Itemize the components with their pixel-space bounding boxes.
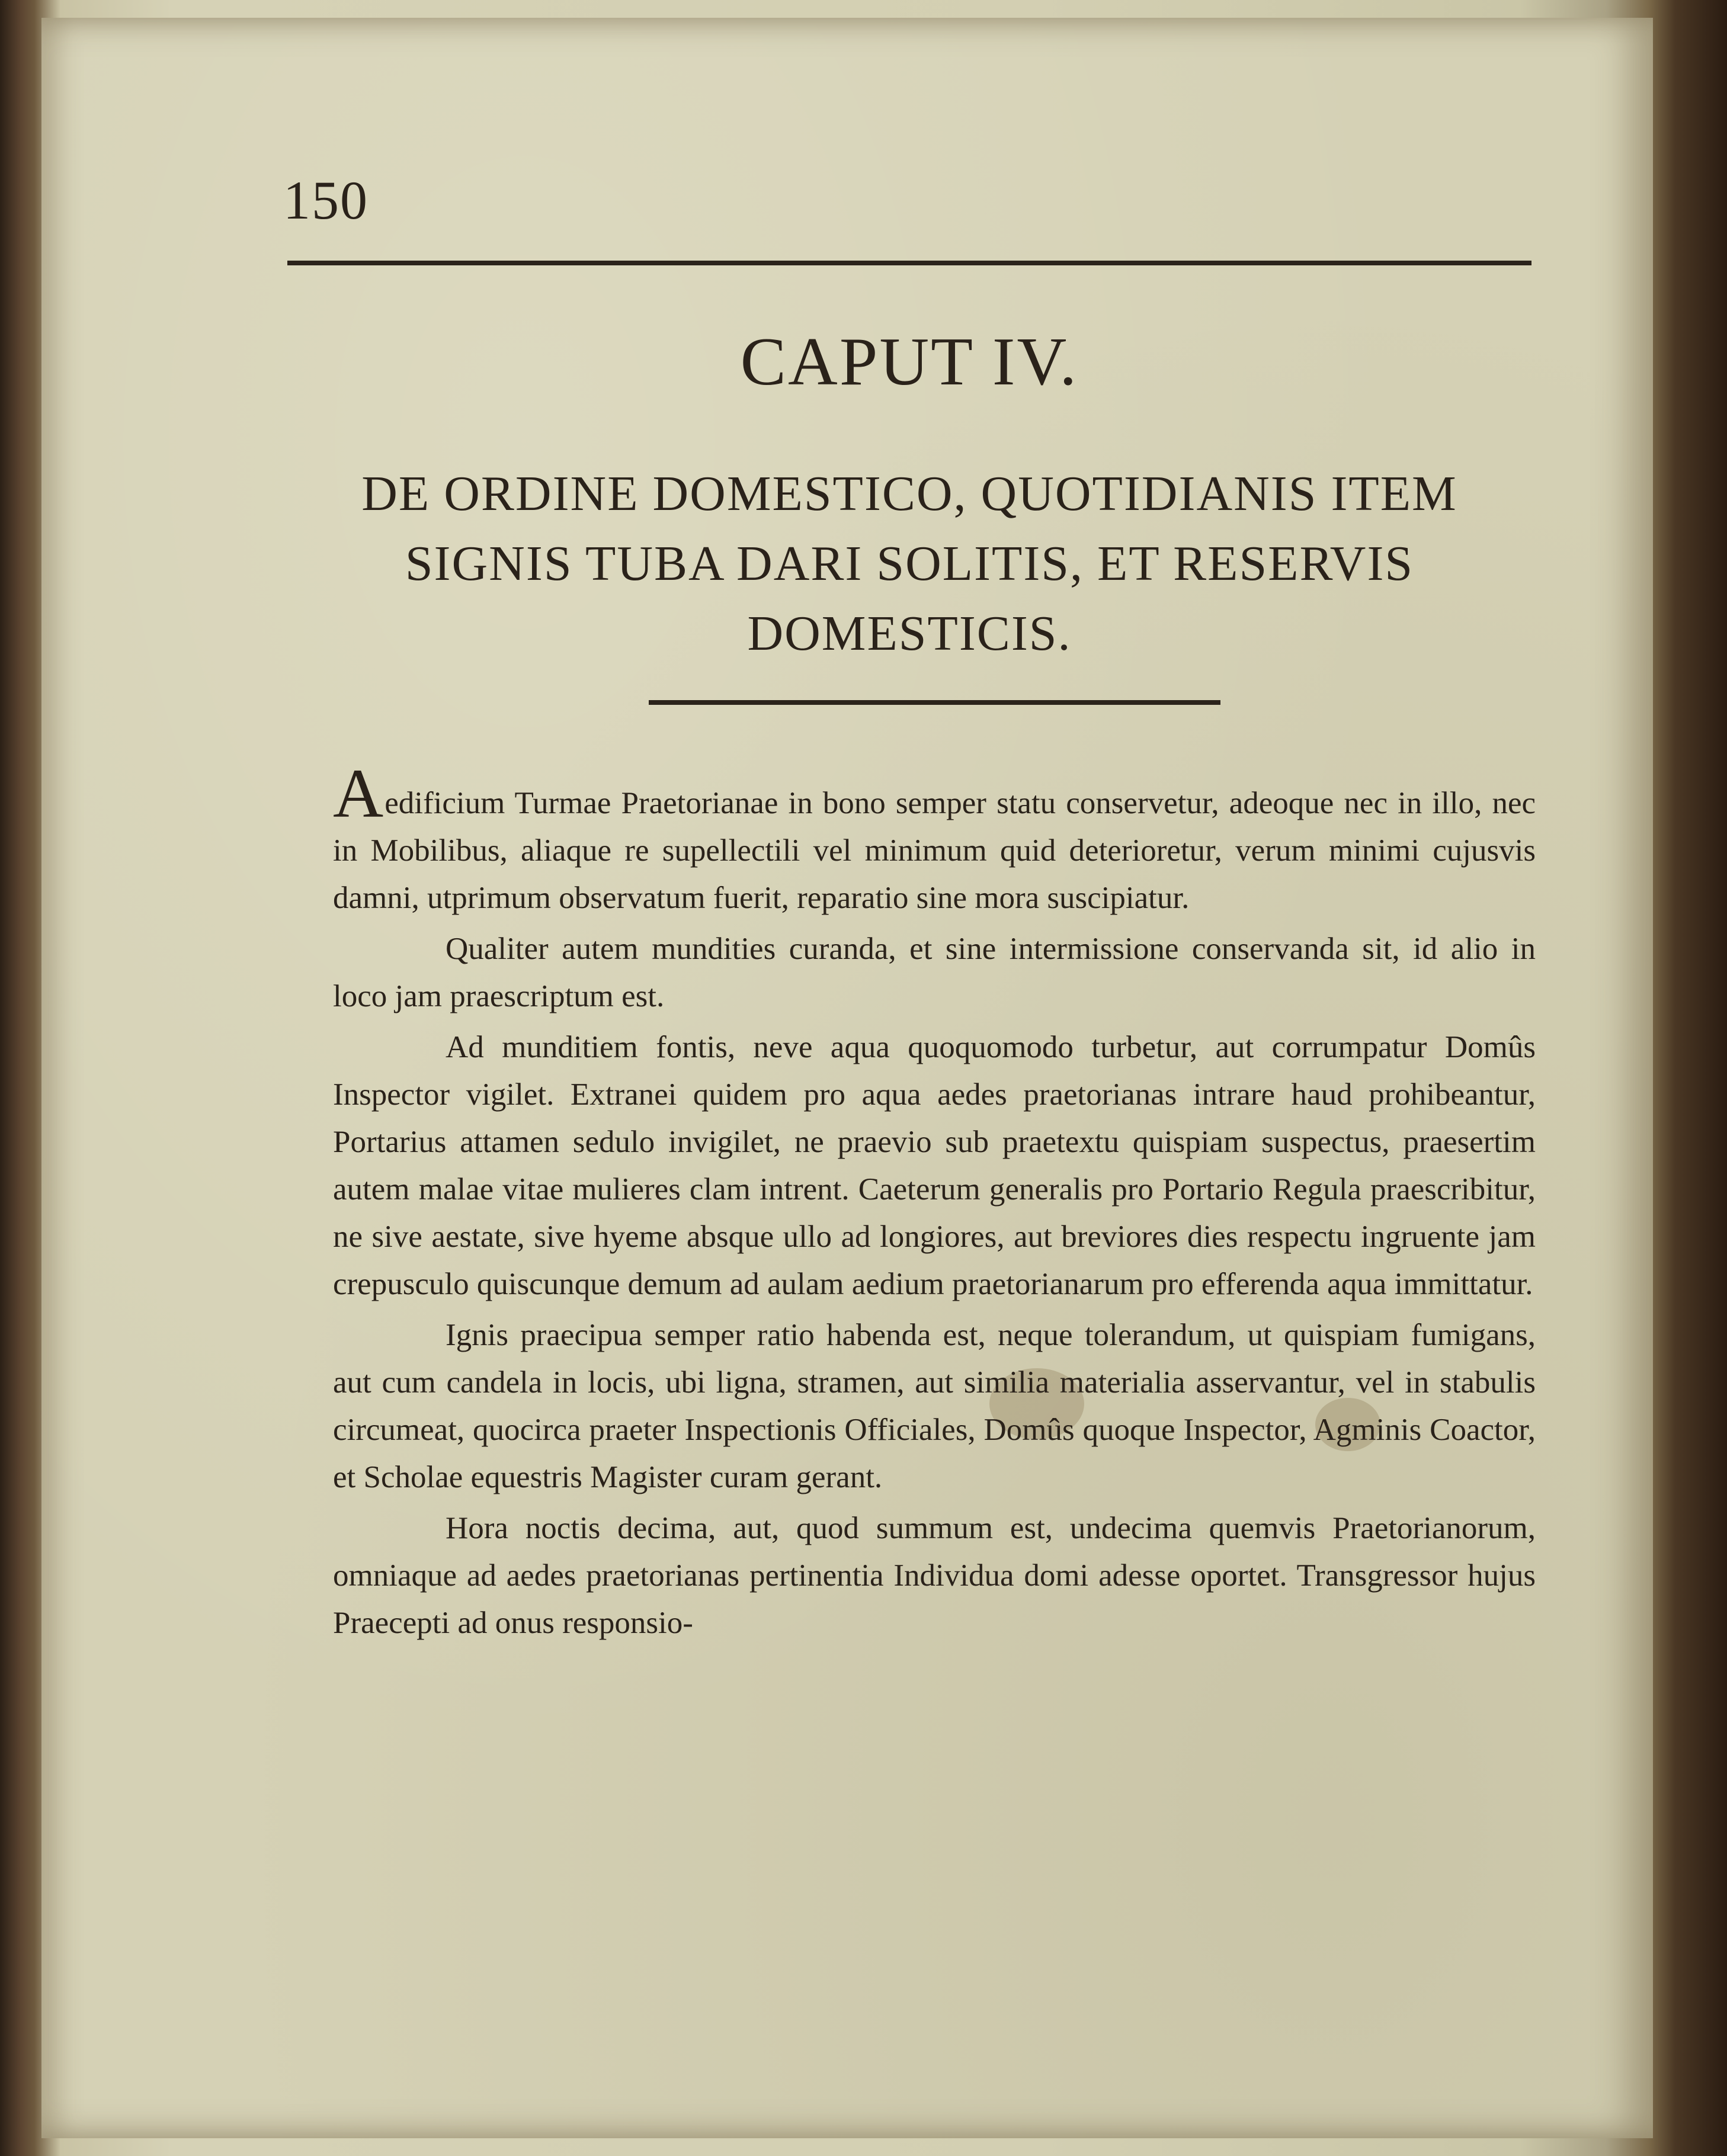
paragraph-text: edificium Turmae Praetorianae in bono semper statu conservetur, adeoque nec in illo, nec in Mobilibus, aliaque re supellectili vel minimum quid deterioretur, verum minimi cujusvis damni, utprimum observatum fuerit, reparatio sine mora suscipiatur. — [333, 786, 1536, 915]
page-number: 150 — [283, 170, 369, 230]
header-rule — [287, 261, 1531, 265]
subtitle-line: DE ORDINE DOMESTICO, QUOTIDIANIS ITEM — [361, 466, 1457, 521]
paragraph: Qualiter autem mundities curanda, et sine intermissione conservanda sit, id alio in loco jam praescriptum est. — [333, 932, 1536, 1013]
section-rule — [649, 700, 1220, 705]
subtitle-line: SIGNIS TUBA DARI SOLITIS, ET RESERVIS — [405, 536, 1414, 591]
paragraph — [333, 755, 1536, 922]
paragraph: Hora noctis decima, aut, quod summum est, undecima quemvis Praetorianorum, omniaque ad aedes praetorianas pertinentia Individua domi adesse oportet. Transgressor hujus Praecepti ad onus responsio- — [333, 1511, 1536, 1640]
subtitle-line: DOMESTICIS. — [747, 606, 1072, 661]
paragraph: Ignis praecipua semper ratio habenda est, neque tolerandum, ut quispiam fumigans, aut cum candela in locis, ubi ligna, stramen, aut similia materialia asservantur, vel in stabulis circumeat, quocirca praeter Inspectionis Officiales, Domûs quoque Inspector, Agminis Coactor, et Scholae equestris Magister curam gerant. — [333, 1318, 1536, 1494]
drop-cap: A — [333, 755, 384, 832]
chapter-title: CAPUT IV. — [740, 324, 1079, 400]
body-text — [333, 755, 1536, 1650]
chapter-subtitle — [287, 459, 1531, 669]
paragraph: Ad munditiem fontis, neve aqua quoquomodo turbetur, aut corrumpatur Domûs Inspector vigilet. Extranei quidem pro aqua aedes praetorianas intrare haud prohibeantur, Portarius attamen sedulo invigilet, ne praevio sub praetextu quispiam suspectus, praesertim autem malae vitae mulieres clam intrent. Caeterum generalis pro Portario Regula praescribitur, ne sive aestate, sive hyeme absque ullo ad longiores, aut breviores dies respectu ingruente jam crepusculo quiscunque demum ad aulam aedium praetorianarum pro efferenda aqua immittatur. — [333, 1030, 1536, 1301]
